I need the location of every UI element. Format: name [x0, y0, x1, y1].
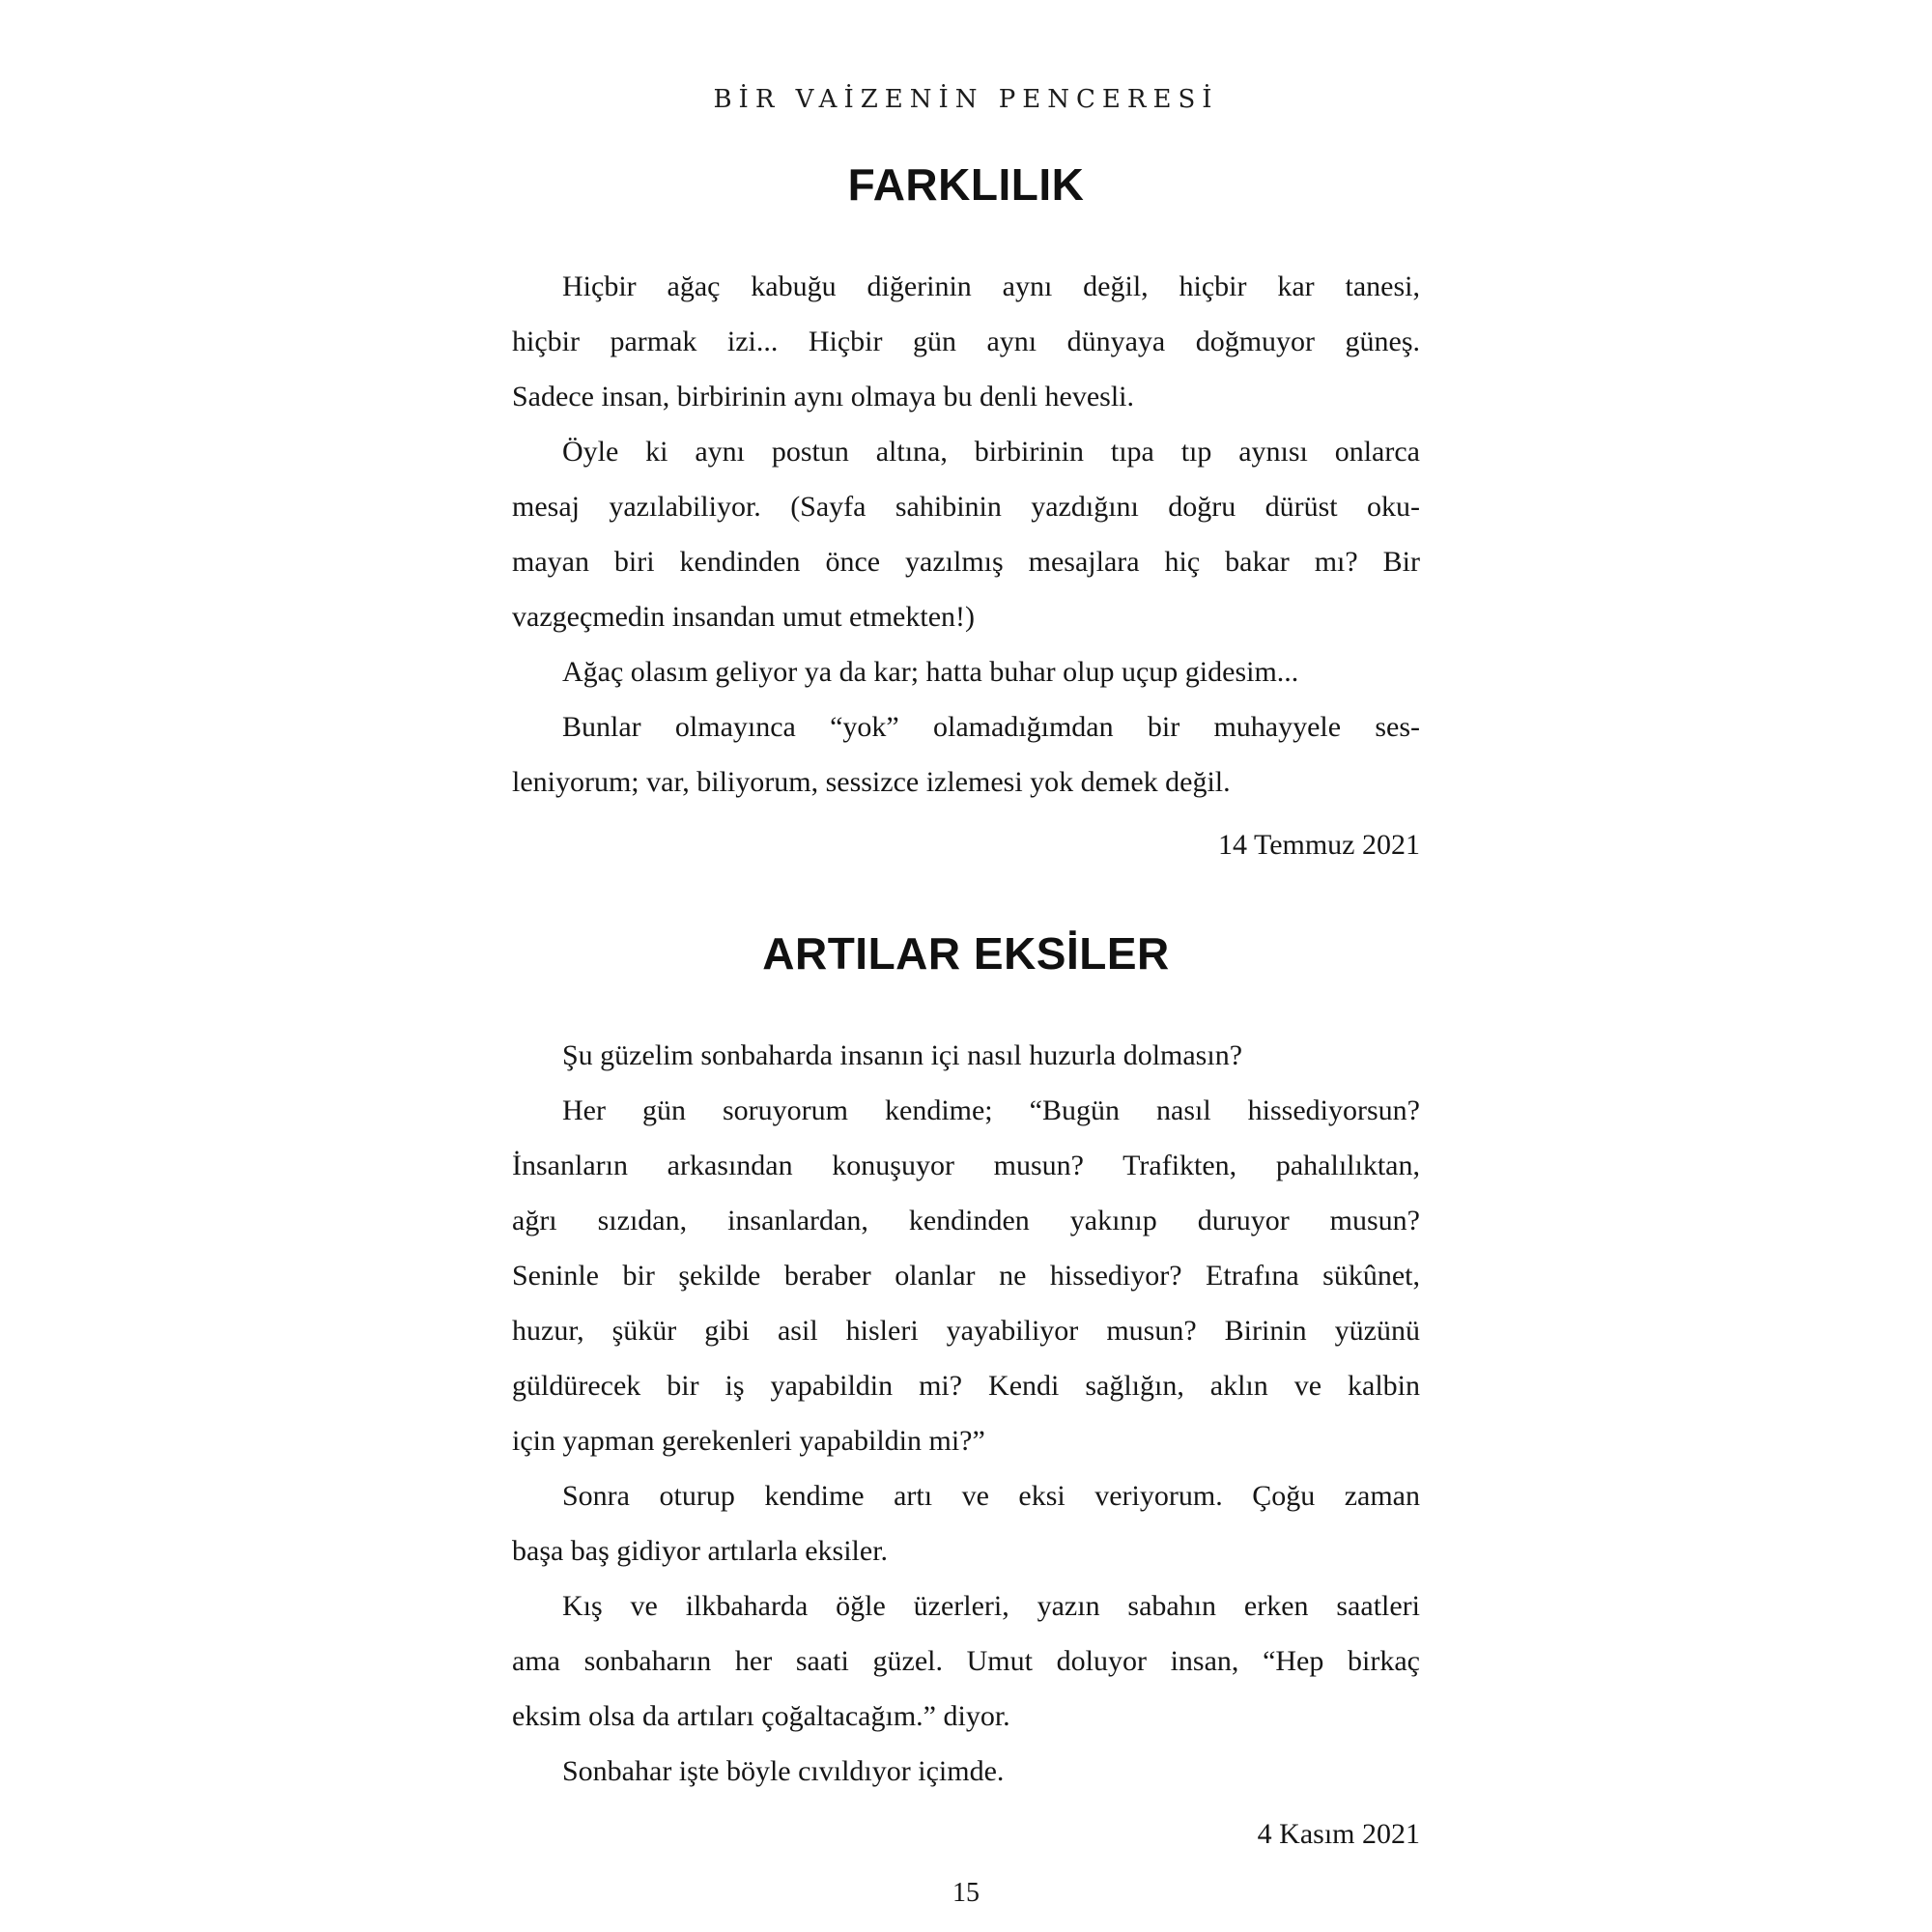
paragraph: [512, 644, 1420, 699]
book-page: [512, 0, 1420, 1910]
paragraph: [512, 699, 1420, 810]
running-header: BİR VAİZENİN PENCERESİ: [713, 85, 1219, 114]
entry-date: 14 Temmuz 2021: [1218, 829, 1420, 862]
text-line: için yapman gerekenleri yapabildin mi?”: [512, 1424, 985, 1457]
paragraph: [512, 1028, 1420, 1083]
page-content: [512, 159, 1420, 1861]
text-line: Hiçbir ağaç kabuğu diğerinin aynı değil, hiçbir kar tanesi,: [562, 270, 1420, 303]
text-line: Kış ve ilkbaharda öğle üzerleri, yazın sabahın erken saatleri: [562, 1589, 1420, 1622]
paragraph: [512, 1083, 1420, 1468]
text-line: mesaj yazılabiliyor. (Sayfa sahibinin yazdığını doğru dürüst oku-: [512, 491, 1420, 524]
chapter-section: [512, 159, 1420, 872]
paragraph: [512, 1744, 1420, 1799]
text-line: huzur, şükür gibi asil hisleri yayabiliyor musun? Birinin yüzünü: [512, 1314, 1420, 1347]
text-line: Şu güzelim sonbaharda insanın içi nasıl huzurla dolmasın?: [562, 1038, 1243, 1071]
text-line: leniyorum; var, biliyorum, sessizce izlemesi yok demek değil.: [512, 766, 1231, 799]
text-line: Sonbahar işte böyle cıvıldıyor içimde.: [562, 1754, 1005, 1787]
text-line: İnsanların arkasından konuşuyor musun? Trafikten, pahalılıktan,: [512, 1149, 1420, 1181]
section-title: FARKLILIK: [847, 159, 1085, 211]
paragraph: [512, 1468, 1420, 1578]
text-line: ama sonbaharın her saati güzel. Umut doluyor insan, “Hep birkaç: [512, 1644, 1420, 1677]
paragraph: [512, 259, 1420, 424]
text-line: Sonra oturup kendime artı ve eksi veriyorum. Çoğu zaman: [562, 1479, 1420, 1512]
text-line: Öyle ki aynı postun altına, birbirinin tıpa tıp aynısı onlarca: [562, 436, 1420, 469]
text-line: hiçbir parmak izi... Hiçbir gün aynı dünyaya doğmuyor güneş.: [512, 326, 1420, 358]
section-title: ARTILAR EKSİLER: [762, 928, 1170, 980]
text-line: Ağaç olasım geliyor ya da kar; hatta buhar olup uçup gidesim...: [562, 656, 1299, 689]
text-line: Seninle bir şekilde beraber olanlar ne hissediyor? Etrafına sükûnet,: [512, 1259, 1420, 1292]
page-number: 15: [952, 1877, 980, 1908]
text-line: Bunlar olmayınca “yok” olamadığımdan bir muhayyele ses-: [562, 711, 1420, 744]
text-line: Her gün soruyorum kendime; “Bugün nasıl hissediyorsun?: [562, 1094, 1420, 1126]
text-line: güldürecek bir iş yapabildin mi? Kendi sağlığın, aklın ve kalbin: [512, 1369, 1420, 1402]
text-line: ağrı sızıdan, insanlardan, kendinden yakınıp duruyor musun?: [512, 1204, 1420, 1236]
paragraph: [512, 424, 1420, 644]
text-line: vazgeçmedin insandan umut etmekten!): [512, 601, 975, 634]
text-line: başa baş gidiyor artılarla eksiler.: [512, 1534, 889, 1567]
paragraph: [512, 1578, 1420, 1744]
chapter-section: [512, 928, 1420, 1861]
text-line: mayan biri kendinden önce yazılmış mesajlara hiç bakar mı? Bir: [512, 546, 1420, 579]
entry-date: 4 Kasım 2021: [1257, 1817, 1420, 1850]
text-line: Sadece insan, birbirinin aynı olmaya bu denli hevesli.: [512, 381, 1135, 413]
text-line: eksim olsa da artıları çoğaltacağım.” diyor.: [512, 1699, 1010, 1732]
